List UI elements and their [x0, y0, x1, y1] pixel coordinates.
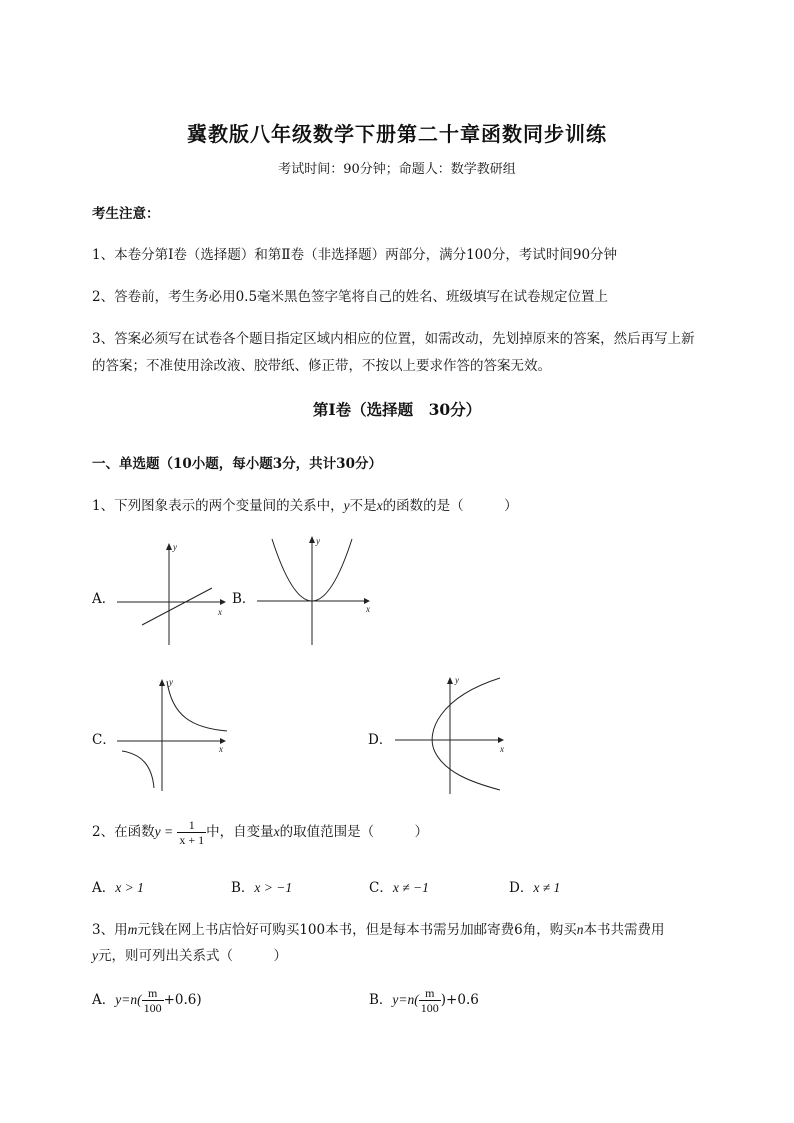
part-heading: 一、单选题（10小题，每小题3分，共计30分）	[92, 456, 382, 472]
q1-graph-d	[390, 672, 515, 797]
q1-option-a-label[interactable]: A．	[92, 591, 116, 607]
question-1-stem: 1、下列图象表示的两个变量间的关系中，y不是x的函数的是（ ）	[92, 498, 518, 514]
q3-option-b[interactable]: B．y=n( $\frac{m}{100}$ )+0.6	[369, 986, 479, 1015]
svg-text:y: y	[316, 536, 320, 546]
svg-text:y: y	[173, 542, 177, 552]
q1-option-b-label[interactable]: B．	[232, 591, 256, 607]
section-title: 第I卷（选择题 30分）	[312, 400, 482, 419]
q3-option-b-fraction: $\frac{m}{100}$	[420, 986, 439, 1015]
q2-option-c[interactable]: C．x ≠ −1	[369, 880, 429, 896]
q2-fraction: $\frac{1}{x + 1}$	[179, 818, 205, 847]
q1-graph-c	[112, 676, 237, 796]
notice-heading: 考生注意：	[92, 206, 160, 222]
q3-option-a[interactable]: A．y=n( $\frac{m}{100}$ +0.6)	[92, 986, 202, 1015]
svg-text:x: x	[219, 744, 223, 754]
q2-option-d[interactable]: D．x ≠ 1	[509, 880, 561, 896]
q1-graph-b	[252, 535, 382, 655]
svg-text:y: y	[169, 677, 173, 687]
question-2-stem: 2、在函数y = $\frac{1}{x + 1}$ 中，自变量x的取值范围是（ ）	[92, 818, 429, 847]
notice-item-3: 3、答案必须写在试卷各个题目指定区域内相应的位置，如需改动，先划掉原来的答案，然后再写上新	[92, 331, 695, 347]
document-subtitle: 考试时间：90分钟；命题人：数学教研组	[278, 162, 516, 177]
q1-option-d-label[interactable]: D．	[368, 732, 393, 748]
q2-option-a[interactable]: A．x > 1	[92, 880, 144, 896]
svg-text:y: y	[455, 675, 459, 685]
document-title: 冀教版八年级数学下册第二十章函数同步训练	[187, 122, 607, 146]
svg-text:x: x	[500, 744, 504, 754]
q1-graph-a	[112, 540, 232, 650]
notice-item-1: 1、本卷分第I卷（选择题）和第Ⅱ卷（非选择题）两部分，满分100分，考试时间90分钟	[92, 247, 618, 263]
q3-option-a-fraction: $\frac{m}{100}$	[143, 986, 162, 1015]
question-3-stem-line-1: 3、用m元钱在网上书店恰好可购买100本书，但是每本书需另加邮寄费6角，购买n本书共需费用	[92, 922, 665, 938]
notice-item-3-continued: 的答案；不准使用涂改液、胶带纸、修正带，不按以上要求作答的答案无效。	[92, 358, 551, 374]
svg-text:x: x	[218, 607, 222, 617]
svg-text:x: x	[366, 604, 370, 614]
q1-option-c-label[interactable]: C．	[92, 732, 116, 748]
notice-item-2: 2、答卷前，考生务必用0.5毫米黑色签字笔将自己的姓名、班级填写在试卷规定位置上	[92, 289, 609, 305]
q2-option-b[interactable]: B．x > −1	[231, 880, 293, 896]
question-3-stem-line-2: y元，则可列出关系式（ ）	[92, 948, 287, 964]
